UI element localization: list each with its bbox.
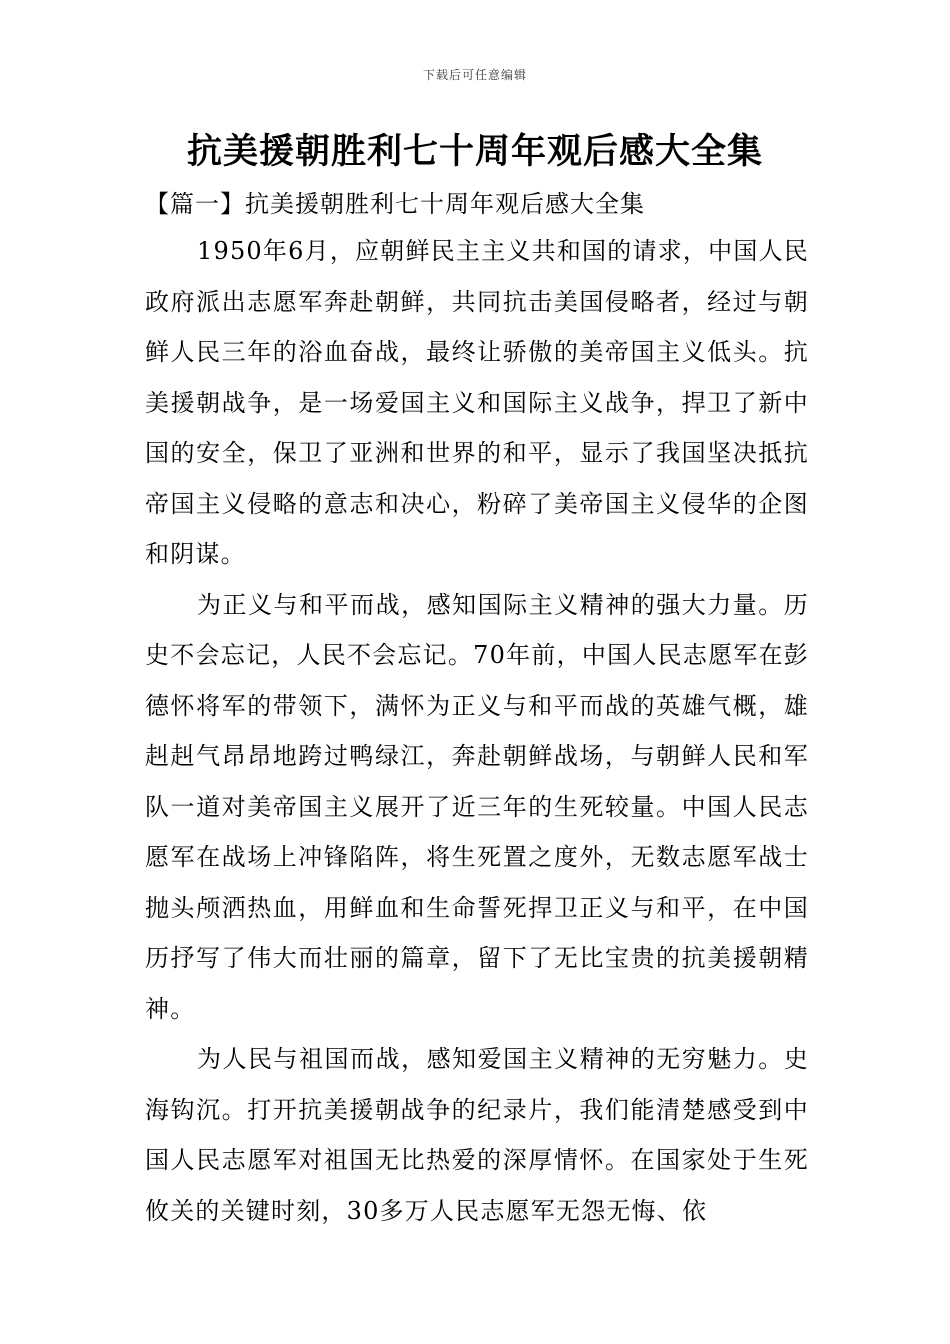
section-heading: 【篇一】抗美援朝胜利七十周年观后感大全集 [145,190,645,218]
paragraph-2: 为正义与和平而战，感知国际主义精神的强大力量。历史不会忘记，人民不会忘记。70年前，中国人民志愿军在彭德怀将军的带领下，满怀为正义与和平而战的英雄气概，雄赳赳气昂昂地跨过鸭绿江，奔赴朝鲜战场，与朝鲜人民和军队一道对美帝国主义展开了近三年的生死较量。中国人民志愿军在战场上冲锋陷阵，将生死置之度外，无数志愿军战士抛头颅洒热血，用鲜血和生命誓死捍卫正义与和平，在中国历抒写了伟大而壮丽的篇章，留下了无比宝贵的抗美援朝精神。 [145,590,809,1023]
document-title: 抗美援朝胜利七十周年观后感大全集 [186,132,763,172]
paragraph-3: 为人民与祖国而战，感知爱国主义精神的无穷魅力。史海钩沉。打开抗美援朝战争的纪录片，我们能清楚感受到中国人民志愿军对祖国无比热爱的深厚情怀。在国家处于生死攸关的关键时刻，30多万人民志愿军无怨无悔、依 [145,1045,809,1225]
header-note: 下载后可任意编辑 [422,68,527,82]
paragraph-1: 1950年6月，应朝鲜民主主义共和国的请求，中国人民政府派出志愿军奔赴朝鲜，共同抗击美国侵略者，经过与朝鲜人民三年的浴血奋战，最终让骄傲的美帝国主义低头。抗美援朝战争，是一场爱国主义和国际主义战争，捍卫了新中国的安全，保卫了亚洲和世界的和平，显示了我国坚决抵抗帝国主义侵略的意志和决心，粉碎了美帝国主义侵华的企图和阴谋。 [145,237,809,568]
document-body [145,226,809,1236]
